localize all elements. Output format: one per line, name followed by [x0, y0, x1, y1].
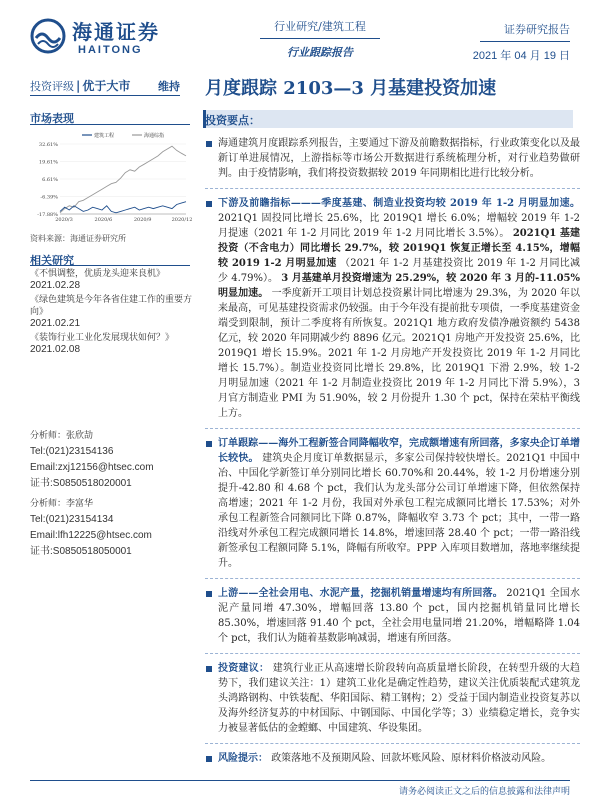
- chart-source: 资料来源：海通证券研究所: [30, 234, 126, 243]
- market-divider: [30, 124, 190, 125]
- orders-heading: 订单跟踪——海外工程新签合同降幅收窄，完成额增速有所回落，多家央企订单增长较快。: [218, 438, 580, 464]
- orders-text: 建筑央企月度订单数据显示，多家公司保持较快增长。2021Q1 中国中冶、中国化学新签订单分别同比增长 60.70%和 20.44%，较 1-2 月份增速分别提升-42.80 和 4.68 个 pct，我们认为龙头部分公司订单增速下降，但依然保持高增速；2021 年 1-2 月份，我国对外承包工程完成额同比增长 17.53%；对外承包工程新签合同额同比下降 0.87%，降幅收窄 3.73 个 pct；其中，一带一路沿线对外承包工程完成额同增长 14.8%，增速回落 28.40 个 pct；一带一路沿线新签承包工程额同降 5.1%，降幅有所收窄。PPP 入库项目数增加，落地率继续提升。: [218, 453, 580, 569]
- intro-text: 海通建筑月度跟踪系列报告，主要通过下游及前瞻数据指标，行业政策变化以及最新订单进展情况，上游指标等市场公开数据进行系统梳理分析，对行业趋势做研判。由于疫情影响，我们将投资数据较 2019 年同期相比进行比较分析。: [218, 138, 580, 179]
- section-divider: [205, 653, 580, 654]
- footer-disclaimer[interactable]: 请务必阅读正文之后的信息披露和法律声明: [398, 787, 570, 797]
- logo-english-text: HAITONG: [78, 44, 143, 56]
- rating-sub: 维持: [158, 79, 180, 93]
- downstream-text-2: （2021 年 1-2 月基建投资比 2019 年 1-2 月同比减少 4.79%）。: [218, 258, 581, 284]
- rating-label: 投资评级: [30, 79, 74, 93]
- analyst-name: 分析师：李富华: [30, 499, 94, 509]
- header-category: 行业研究/建筑工程: [260, 18, 380, 39]
- header-category-block: [260, 18, 380, 60]
- rating-value: 优于大市: [82, 79, 131, 93]
- downstream-text-1: 2021Q1 固投同比增长 25.6%，比 2019Q1 增长 6.0%；增幅较 2019 年 1-2 月提速（2021 年 1-2 月同比 2019 年 1-2 月同比增长 3.5%）。: [218, 213, 580, 239]
- related-item-title: 《装饰行业工业化发展现状如何？》: [30, 333, 175, 343]
- key-points-label: 投资要点：: [205, 114, 260, 127]
- legend-label: 建筑工程: [94, 133, 115, 139]
- footer-divider: [30, 780, 570, 781]
- analyst-tel: Tel:(021)23154134: [30, 514, 114, 525]
- market-heading: 市场表现: [30, 112, 74, 125]
- section-divider: [205, 578, 580, 579]
- y-tick-label: 32.61%: [38, 141, 58, 148]
- analyst-cert: 证书:S0850518050001: [30, 546, 132, 557]
- series-line: [60, 146, 186, 213]
- logo-chinese-text: 海通证券: [72, 20, 160, 44]
- haitong-logo-icon: [30, 18, 66, 54]
- related-item[interactable]: [30, 268, 195, 292]
- analyst-tel: Tel:(021)23154136: [30, 446, 114, 457]
- analyst-email[interactable]: Email:lfh12225@htsec.com: [30, 530, 152, 541]
- header-date: 2021 年 04 月 19 日: [472, 50, 570, 62]
- header-report-type: 行业跟踪报告: [287, 46, 353, 59]
- investment-advice-heading: 投资建议：: [218, 663, 270, 674]
- orders-section: [205, 436, 580, 571]
- header-right-block: [473, 18, 570, 63]
- related-item-date: 2021.02.08: [30, 344, 81, 355]
- y-tick-label: -6.39%: [40, 194, 58, 201]
- related-research-list: [30, 268, 195, 358]
- related-item-title: 《不惧调整，优质龙头迎来良机》: [30, 269, 166, 279]
- header-report-label: 证券研究报告: [480, 21, 570, 42]
- y-tick-label: 19.61%: [38, 159, 58, 166]
- related-divider: [30, 265, 190, 266]
- downstream-bold-1: 2021Q1 基建投资（不含电力）同比增长 29.7%，较 2019Q1 恢复正增长至 4.15%，增幅较 2019 1-2 月明显加速: [218, 228, 581, 269]
- y-tick-label: -17.88%: [37, 211, 58, 218]
- page-title: 月度跟踪 2103—3 月基建投资加速: [205, 78, 497, 99]
- legend-label: 海通综指: [144, 133, 165, 139]
- x-tick-label: 2020/9: [133, 217, 152, 223]
- company-logo: [30, 14, 170, 60]
- upstream-text: 2021Q1 全国水泥产量同增 47.30%，增幅回落 13.80 个 pct，国内挖掘机销量同比增长 85.30%，增速回落 91.40 个 pct，全社会用电量同增 21.20%，增幅略降 1.04 个 pct，我们认为随着基数影响减弱，增速有所回落。: [218, 588, 580, 644]
- risk-heading: 风险提示：: [218, 753, 268, 764]
- related-item[interactable]: [30, 294, 195, 330]
- related-item-date: 2021.02.21: [30, 318, 81, 329]
- report-body: [205, 136, 580, 773]
- related-heading: 相关研究: [30, 254, 74, 267]
- y-tick-label: 6.61%: [42, 176, 58, 183]
- x-tick-label: 2020/3: [55, 217, 73, 223]
- section-divider: [205, 428, 580, 429]
- market-performance-chart: [30, 130, 193, 230]
- series-line: [60, 202, 186, 213]
- investment-rating: [30, 76, 180, 96]
- investment-advice-section: [205, 661, 580, 736]
- risk-section: [205, 751, 580, 766]
- analyst-cert: 证书:S0850518020001: [30, 478, 132, 489]
- section-divider: [205, 188, 580, 189]
- related-item[interactable]: [30, 332, 195, 356]
- investment-advice-text: 建筑行业正从高速增长阶段转向高质量增长阶段，在转型升级的大趋势下，我们建议关注：1）建筑工业化是确定性趋势，建议关注优质装配式建筑龙头鸿路钢构、中铁装配、华阳国际、精工钢构；2）受益于国内制造业投资复苏以及海外经济复苏的中材国际、中钢国际、中国化学等；3）业绩稳定增长，竞争实力被显著低估的金螳螂、中国建筑、华设集团。: [218, 663, 581, 734]
- downstream-text-3: 一季度新开工项目计划总投资累计同比增速为 29.3%，为 2020 年以来最高，可见基建投资需求仍较强。由于今年没有提前批专项债，一季度基建资金端受到限制，预计二季度将有所恢复。2021Q1 地方政府发债净融资额约 5438 亿元，较 2020 年同期减少约 8896 亿元。2021Q1 房地产开发投资 25.6%，比 2019Q1 增长 15.9%。2021 年 1-2 月房地产开发投资比 2019 年 1-2 月同比增长 15.7%）。制造业投资同比增长 29.8%，比 2019Q1 下滑 2.9%，较 1-2 月明显加速（2021 年 1-2 月制造业投资比 2019 年 1-2 月同比下滑 5.9%），3 月官方制造业 PMI 为 51.90%，较 2 月份提升 1.30 个 pct，保持在荣枯平衡线上方。: [218, 288, 580, 419]
- intro-paragraph: [205, 136, 580, 181]
- downstream-bold-2: 3 月基建单月投资增速为 25.29%，较 2020 年 3 月的-11.05%明显加速。: [218, 273, 580, 299]
- downstream-section: [205, 196, 580, 421]
- upstream-heading: 上游——全社会用电、水泥产量，挖掘机销量增速均有所回落。: [218, 588, 503, 599]
- analyst-name: 分析师：张欣劼: [30, 431, 94, 441]
- related-item-title: 《绿色建筑是今年各省住建工作的重要方向》: [30, 295, 193, 317]
- risk-text: 政策落地不及预期风险、回款坏账风险、原材料价格波动风险。: [271, 753, 552, 764]
- downstream-heading: 下游及前瞻指标———季度基建、制造业投资均较 2019 年 1-2 月明显加速。: [218, 198, 580, 209]
- upstream-section: [205, 586, 580, 646]
- x-tick-label: 2020/12: [171, 217, 193, 223]
- x-tick-label: 2020/6: [94, 217, 113, 223]
- analyst-contacts: [30, 428, 195, 560]
- related-item-date: 2021.02.28: [30, 280, 81, 291]
- analyst-email[interactable]: Email:zxj12156@htsec.com: [30, 462, 154, 473]
- rating-separator: |: [76, 78, 81, 93]
- section-divider: [205, 743, 580, 744]
